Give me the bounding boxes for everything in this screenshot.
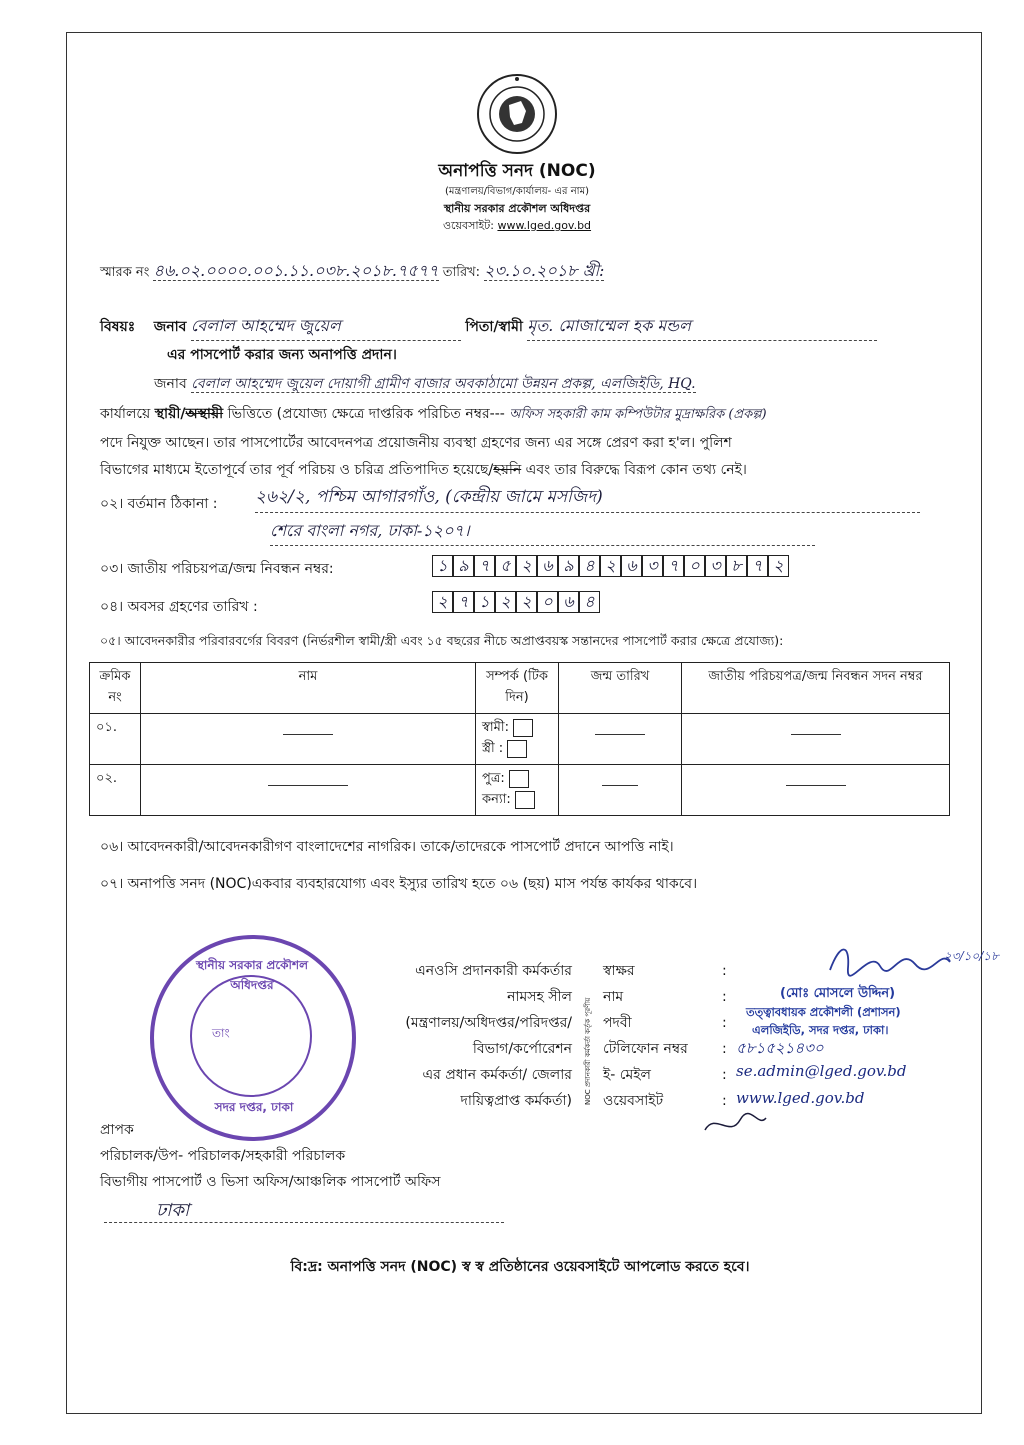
memo-date-label: তারিখ:: [442, 265, 481, 280]
father-label: পিতা/স্বামী: [465, 319, 523, 335]
colon: :: [722, 1015, 727, 1031]
applicant-name: বেলাল আহম্মেদ জুয়েল: [191, 313, 461, 341]
row-serial: ০২.: [90, 765, 141, 816]
family-table: [89, 662, 950, 816]
retirement-digit: ০: [537, 591, 558, 613]
col-nid: জাতীয় পরিচয়পত্র/জন্ম নিবন্ধন সদন নম্বর: [682, 663, 950, 714]
body-post: অফিস সহকারী কাম কম্পিউটার মুদ্রাক্ষরিক (প্রকল্প): [509, 407, 767, 422]
footer-note: বি:দ্র: অনাপত্তি সনদ (NOC) স্ব স্ব প্রতিষ্ঠানের ওয়েবসাইটে আপলোড করতে হবে।: [290, 1259, 750, 1275]
email-value: se.admin@lged.gov.bd: [736, 1062, 907, 1080]
row-nid: [682, 765, 950, 816]
row-name: [141, 765, 476, 816]
subject-row: [100, 313, 877, 341]
header-line-department: স্থানীয় সরকার প্রকৌশল অধিদপ্তর: [443, 202, 591, 215]
nid-digit: ৭: [663, 555, 684, 577]
daughter-checkbox[interactable]: [515, 791, 535, 809]
nid-number-boxes: [432, 555, 789, 577]
page-title: অনাপত্তি সনদ (NOC): [438, 161, 596, 181]
body-text-c: বিভাগের মাধ্যমে ইতোপূর্বে তার পূর্ব পরিচয় ও চরিত্র প্রতিপাদিত হয়েছে/: [100, 462, 494, 478]
signatory-line: দায়িত্বপ্রাপ্ত কর্মকর্তা): [460, 1093, 572, 1109]
retirement-digit: ২: [495, 591, 516, 613]
col-serial: ক্রমিক নং: [90, 663, 141, 714]
recipient-city-line: [104, 1196, 504, 1223]
row-name: [141, 714, 476, 765]
field-phone-label: টেলিফোন নম্বর: [603, 1041, 688, 1057]
retirement-date-boxes: [432, 591, 600, 613]
table-row: [90, 765, 950, 816]
row-birth-date: [559, 765, 682, 816]
table-row: [90, 714, 950, 765]
colon: :: [722, 1093, 727, 1109]
body-not-struck: হয়নি: [493, 462, 522, 478]
colon: :: [722, 989, 727, 1005]
row-nid: [682, 714, 950, 765]
field-designation-label: পদবী: [603, 1015, 632, 1031]
stamp-name: (মোঃ মোসলে উদ্দিন): [780, 986, 896, 1001]
recipient-label: প্রাপক: [100, 1122, 134, 1138]
signatory-line: এনওসি প্রদানকারী কর্মকর্তার: [415, 963, 572, 979]
phone-value: ৫৮১৫২১৪৩০: [736, 1039, 824, 1057]
son-checkbox[interactable]: [509, 770, 529, 788]
relation-wife-label: স্ত্রী :: [482, 741, 504, 756]
address-line-1: ২৬২/২, পশ্চিম আগারগাঁও, (কেন্দ্রীয় জামে মসজিদ): [255, 484, 920, 513]
colon: :: [722, 963, 727, 979]
signatory-line: এর প্রধান কর্মকর্তা/ জেলার: [422, 1067, 572, 1083]
nid-digit: ৬: [537, 555, 558, 577]
retirement-digit: ১: [474, 591, 495, 613]
field-website-label: ওয়েবসাইট: [603, 1093, 664, 1109]
relation-daughter-label: কন্যা:: [482, 792, 511, 807]
memo-row: [100, 258, 604, 285]
office-seal: [150, 935, 356, 1141]
row-relation: [476, 765, 559, 816]
body-line-3: পদে নিযুক্ত আছেন। তার পাসপোর্টের আবেদনপত্র প্রয়োজনীয় ব্যবস্থা গ্রহণের জন্য এর সঙ্গে প্রেরণ করা হ'ল। পুলিশ: [100, 435, 732, 451]
col-birth-date: জন্ম তারিখ: [559, 663, 682, 714]
signatory-colons: [722, 958, 727, 1114]
retirement-digit: ৪: [579, 591, 600, 613]
row-relation: [476, 714, 559, 765]
header-line-ministry: (মন্ত্রণালয়/বিভাগ/কার্যালয়- এর নাম): [444, 186, 590, 197]
subject-label: বিষয়ঃ: [100, 319, 136, 335]
col-relation: সম্পর্ক (টিক দিন): [476, 663, 559, 714]
item-06-text: ০৬। আবেদনকারী/আবেদনকারীগণ বাংলাদেশের নাগরিক। তাকে/তাদেরকে পাসপোর্ট প্রদানে আপত্তি নাই।: [100, 839, 674, 855]
nid-digit: ২: [768, 555, 789, 577]
wife-checkbox[interactable]: [507, 740, 527, 758]
recipient-line-1: পরিচালক/উপ- পরিচালক/সহকারী পরিচালক: [100, 1148, 346, 1164]
item-05-label: ০৫। আবেদনকারীর পরিবারবর্গের বিবরণ (নির্ভরশীল স্বামী/স্ত্রী এবং ১৫ বছরের নীচে অপ্রাপ্তবয়স্ক সন্তানদের পাসপোর্ট করার ক্ষেত্রে প্রযোজ্য):: [100, 633, 784, 648]
memo-label: স্মারক নং: [100, 265, 150, 280]
body-mr: জনাব: [154, 376, 187, 392]
signatory-line: (মন্ত্রণালয়/অধিদপ্তর/পরিদপ্তর/: [405, 1015, 572, 1031]
seal-ring-text: স্থানীয় সরকার প্রকৌশল অধিদপ্তর: [195, 958, 309, 992]
nid-digit: ৬: [621, 555, 642, 577]
relation-husband-label: স্বামী:: [482, 720, 509, 735]
nid-digit: ৩: [642, 555, 663, 577]
vertical-note: NOC প্রদানকারী কর্মকর্তা কর্তৃক পূরণীয়: [584, 997, 592, 1105]
subject-line-2: এর পাসপোর্ট করার জন্য অনাপত্তি প্রদান।: [167, 347, 397, 363]
initials-mark: [700, 1110, 770, 1140]
field-email-label: ই- মেইল: [603, 1067, 651, 1083]
website-value: www.lged.gov.bd: [736, 1089, 865, 1107]
item-03-label: ০৩। জাতীয় পরিচয়পত্র/জন্ম নিবন্ধন নম্বর:: [100, 561, 334, 577]
signature-date: ২৩/১০/১৮: [944, 949, 999, 963]
body-text-b: ভিত্তিতে (প্রযোজ্য ক্ষেত্রে দাপ্তরিক পরিচিত নম্বর---: [227, 406, 505, 422]
body-line-2: [100, 402, 767, 426]
nid-digit: ৪: [579, 555, 600, 577]
signatory-description: [340, 958, 572, 1114]
nid-digit: ৮: [726, 555, 747, 577]
nid-digit: ৭: [747, 555, 768, 577]
signatory-line: বিভাগ/কর্পোরেশন: [472, 1041, 572, 1057]
header-website: [362, 217, 672, 236]
memo-date: ২৩.১০.২০১৮ খ্রী:: [484, 261, 605, 280]
table-header-row: [90, 663, 950, 714]
body-line-4: [100, 458, 747, 482]
seal-bottom-text: সদর দপ্তর, ঢাকা: [214, 1100, 294, 1114]
nid-digit: ৩: [705, 555, 726, 577]
father-name: মৃত. মোজাম্মেল হক মন্ডল: [527, 313, 877, 341]
memo-number: ৪৬.০২.০০০০.০০১.১১.০৩৮.২০১৮.৭৫৭৭: [153, 261, 439, 280]
recipient-city: ঢাকা: [156, 1200, 190, 1221]
nid-digit: ৯: [453, 555, 474, 577]
colon: :: [722, 1067, 727, 1083]
recipient-line-2: বিভাগীয় পাসপোর্ট ও ভিসা অফিস/আঞ্চলিক পাসপোর্ট অফিস: [100, 1174, 441, 1190]
government-emblem-icon: [476, 73, 558, 155]
field-signature-label: স্বাক্ষর: [603, 963, 635, 979]
body-text-a: কার্যালয়ে: [100, 406, 151, 422]
retirement-digit: ২: [432, 591, 453, 613]
stamp-office: এলজিইডি, সদর দপ্তর, ঢাকা।: [752, 1023, 889, 1037]
nid-digit: ১: [432, 555, 453, 577]
husband-checkbox[interactable]: [513, 719, 533, 737]
retirement-digit: ৬: [558, 591, 579, 613]
website-link[interactable]: www.lged.gov.bd: [497, 219, 592, 232]
signatory-line: নামসহ সীল: [507, 989, 572, 1005]
colon: :: [722, 1041, 727, 1057]
nid-digit: ২: [600, 555, 621, 577]
retirement-digit: ২: [516, 591, 537, 613]
body-line-1: [154, 372, 696, 396]
retirement-digit: ৭: [453, 591, 474, 613]
body-temporary-struck: অস্থায়ী: [185, 406, 224, 422]
item-07-text: ০৭। অনাপত্তি সনদ (NOC)একবার ব্যবহারযোগ্য এবং ইস্যুর তারিখ হতে ০৬ (ছয়) মাস পর্যন্ত কার্যকর থাকবে।: [100, 876, 698, 892]
body-text-d: এবং তার বিরুদ্ধে বিরূপ কোন তথ্য নেই।: [521, 462, 747, 478]
nid-digit: ৯: [558, 555, 579, 577]
nid-digit: ০: [684, 555, 705, 577]
signatory-fields: [603, 958, 688, 1114]
row-birth-date: [559, 714, 682, 765]
address-line-2: শেরে বাংলা নগর, ঢাকা-১২০৭।: [270, 518, 815, 546]
item-04-label: ০৪। অবসর গ্রহণের তারিখ :: [100, 599, 258, 615]
item-02-label: ০২। বর্তমান ঠিকানা :: [100, 496, 218, 512]
subject-mr: জনাব: [153, 319, 187, 335]
website-label: ওয়েবসাইট:: [442, 219, 494, 232]
stamp-title: তত্ত্বাবধায়ক প্রকৌশলী (প্রশাসন): [746, 1005, 901, 1019]
field-name-label: নাম: [603, 989, 624, 1005]
nid-digit: ৫: [495, 555, 516, 577]
col-name: নাম: [141, 663, 476, 714]
nid-digit: ২: [516, 555, 537, 577]
nid-digit: ৭: [474, 555, 495, 577]
relation-son-label: পুত্র:: [482, 771, 505, 786]
body-permanent: স্থায়ী/: [154, 406, 186, 422]
row-serial: ০১.: [90, 714, 141, 765]
body-name-office: বেলাল আহম্মেদ জুয়েল দোয়াগী গ্রামীণ বাজার অবকাঠামো উন্নয়ন প্রকল্প, এলজিইডি, HQ.: [191, 376, 696, 392]
seal-date-label: তাং: [212, 1026, 230, 1040]
